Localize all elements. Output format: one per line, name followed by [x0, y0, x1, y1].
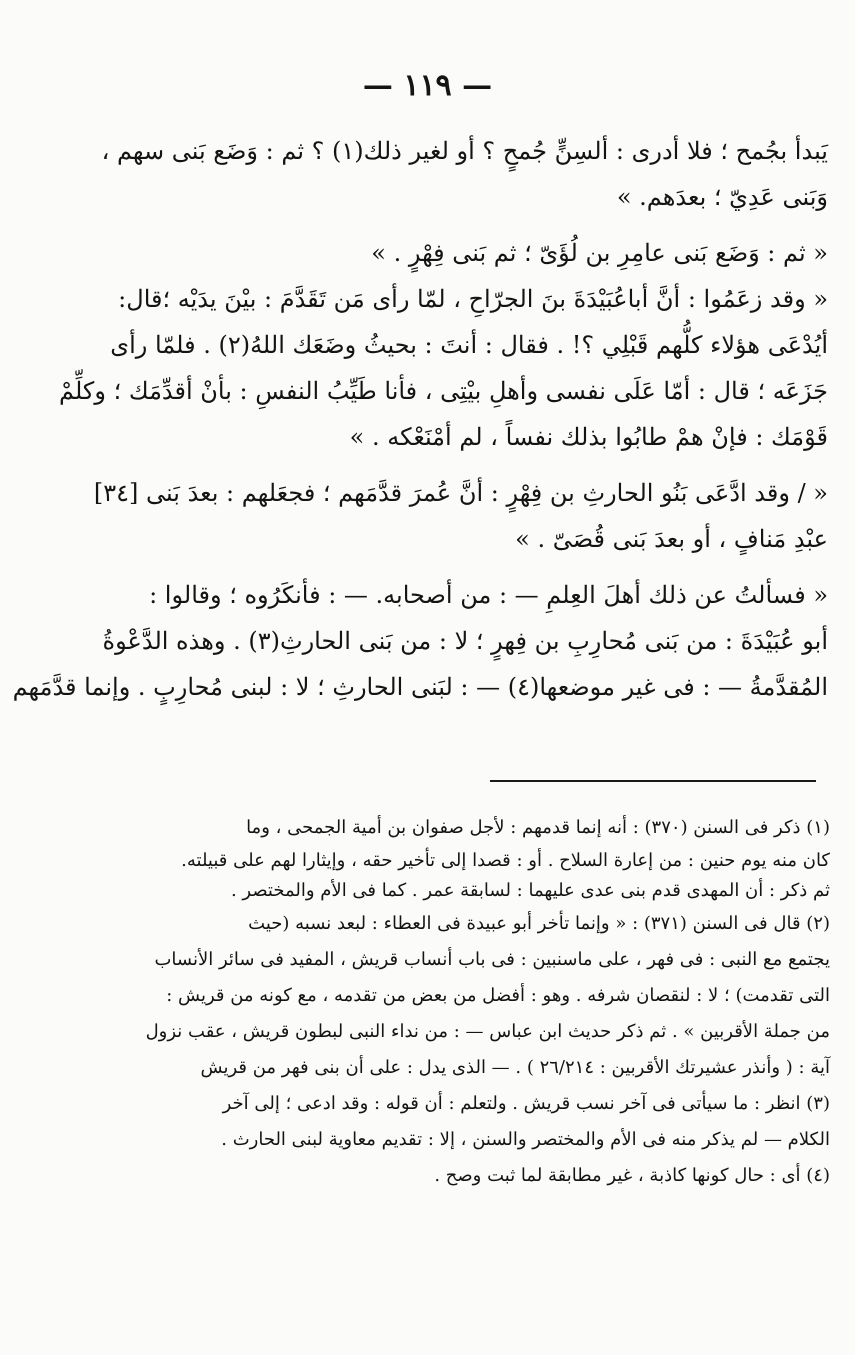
main-text-line: « فسألتُ عن ذلك أهلَ العِلمِ — : من أصحابه. — : فأنكَرُوه ؛ وقالوا :	[149, 581, 828, 609]
main-text-line: يَبدأ بجُمح ؛ فلا أدرى : ألسِنٍّ جُمحٍ ؟ أو لغير ذلك(١) ؟ ثم : وَضَع بَنى سهم ،	[101, 137, 828, 165]
main-text-line: « وقد زعَمُوا : أنَّ أباعُبَيْدَةَ بنَ الجرّاحِ ، لمّا رأى مَن تَقَدَّمَ : بيْنَ يدَيْه ؛قال:	[118, 285, 828, 313]
footnote-line: الكلام — لم يذكر منه فى الأم والمختصر والسنن ، إلا : تقديم معاوية لبنى الحارث .	[221, 1129, 830, 1150]
main-text-line: « / وقد ادَّعَى بَنُو الحارثِ بن فِهْرٍ : أنَّ عُمرَ قدَّمَهم ؛ فجعَلهم : بعدَ بَنى [٣٤]	[93, 479, 828, 507]
footnote-line: (١) ذكر فى السنن (٣٧٠) : أنه إنما قدمهم : لأجل صفوان بن أمية الجمحى ، وما	[246, 817, 830, 838]
footnote-line: ثم ذكر : أن المهدى قدم بنى عدى عليهما : لسابقة عمر . كما فى الأم والمختصر .	[230, 880, 830, 901]
main-text	[12, 128, 828, 710]
footnotes	[108, 810, 830, 1194]
main-text-line: أبو عُبَيْدَةَ : من بَنى مُحارِبِ بن فِهرٍ ؛ لا : من بَنى الحارثِ(٣) . وهذه الدَّعْوةُ	[102, 627, 828, 655]
main-text-line: قَوْمَك : فإنْ همْ طابُوا بذلك نفساً ، لم أمْنَعْكه . »	[349, 423, 828, 451]
footnote-separator	[490, 780, 816, 782]
footnote-line: (٢) قال فى السنن (٣٧١) : « وإنما تأخر أبو عبيدة فى العطاء : لبعد نسبه (حيث	[248, 913, 830, 934]
page-number: — ١١٩ —	[362, 68, 493, 103]
footnote-line: (٣) انظر : ما سيأتى فى آخر نسب قريش . ولتعلم : أن قوله : وقد ادعى ؛ إلى آخر	[222, 1093, 830, 1114]
footnote-line: يجتمع مع النبى : فى فهر ، على ماسنبين : فى باب أنساب قريش ، المفيد فى سائر الأنساب	[154, 949, 830, 970]
footnote-line: (٤) أى : حال كونها كاذبة ، غير مطابقة لما ثبت وصح .	[434, 1165, 830, 1186]
main-text-line: المُقدَّمةُ — : فى غير موضعها(٤) — : لبَنى الحارثِ ؛ لا : لبنى مُحارِبٍ . وإنما قدَّمَهم	[12, 673, 828, 701]
main-text-line: وَبَنى عَدِيّ ؛ بعدَهم. »	[616, 183, 828, 211]
main-text-line: جَزَعَه ؛ قال : أمّا عَلَى نفسى وأهلِ بيْتِى ، فأنا طَيِّبُ النفسِ : بأنْ أقدِّمَك ؛ وكلِّمْ	[59, 377, 828, 405]
footnote-line: التى تقدمت) ؛ لا : لنقصان شرفه . وهو : أفضل من بعض من تقدمه ، مع كونه من قريش :	[166, 985, 830, 1006]
footnote-line: آية : ( وأنذر عشيرتك الأقربين : ٢٦/٢١٤ ) . — الذى يدل : على أن بنى فهر من قريش	[200, 1057, 830, 1078]
main-text-line: « ثم : وَضَع بَنى عامِرِ بن لُؤَىّ ؛ ثم بَنى فِهْرٍ . »	[371, 239, 828, 267]
footnote-line: كان منه يوم حنين : من إعارة السلاح . أو : قصدا إلى تأخير حقه ، وإيثارا لهم على قبيلته.	[181, 850, 830, 871]
footnote-line: من جملة الأقربين » . ثم ذكر حديث ابن عباس — : من نداء النبى لبطون قريش ، عقب نزول	[145, 1021, 830, 1042]
main-text-line: عبْدِ مَنافٍ ، أو بعدَ بَنى قُصَىّ . »	[515, 525, 828, 553]
main-text-line: أيُدْعَى هؤلاء كلُّهم قَبْلِي ؟! . فقال : أنتَ : بحيثُ وضَعَك اللهُ(٢) . فلمّا رأى	[110, 331, 828, 359]
